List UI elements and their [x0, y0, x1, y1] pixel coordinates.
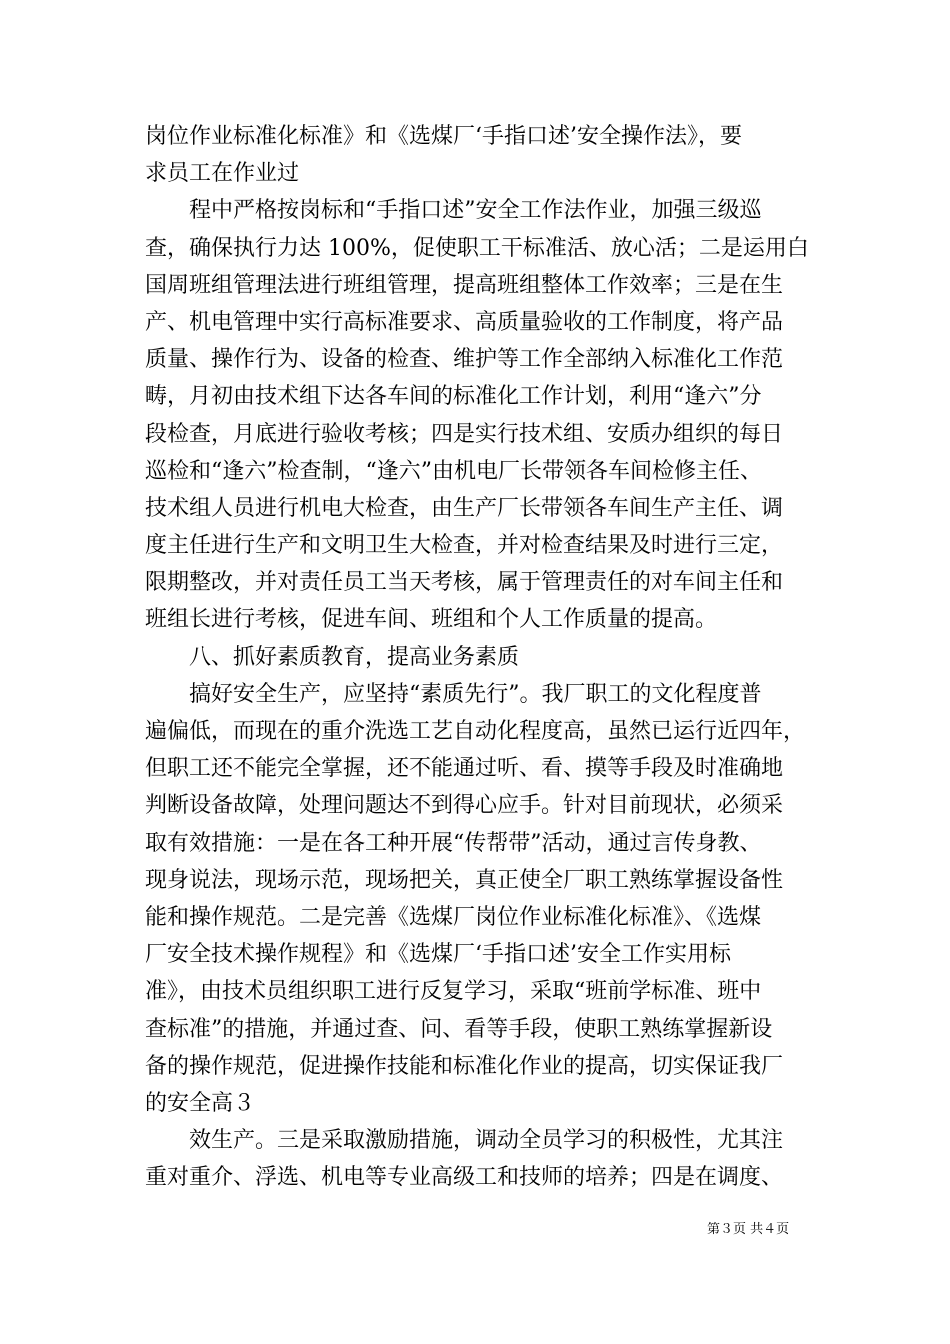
text-line: 备的操作规范，促进操作技能和标准化作业的提高，切实保证我厂	[145, 1053, 784, 1079]
text-line: 技术组人员进行机电大检查，由生产厂长带领各车间生产主任、调	[145, 495, 784, 521]
text-line: 班组长进行考核，促进车间、班组和个人工作质量的提高。	[145, 607, 718, 633]
text-line: 但职工还不能完全掌握，还不能通过听、看、摸等手段及时准确地	[145, 756, 784, 782]
text-line: 质量、操作行为、设备的检查、维护等工作全部纳入标准化工作范	[145, 347, 784, 373]
text-line: 厂安全技术操作规程》和《选煤厂‘手指口述’安全工作实用标	[145, 942, 731, 968]
text-line: 查，确保执行力达 100%，促使职工干标准活、放心活；二是运用白	[145, 235, 809, 261]
text-line: 国周班组管理法进行班组管理，提高班组整体工作效率；三是在生	[145, 272, 784, 298]
text-line: 限期整改，并对责任员工当天考核，属于管理责任的对车间主任和	[145, 570, 784, 596]
document-body	[145, 118, 825, 1196]
text-line: 度主任进行生产和文明卫生大检查，并对检查结果及时进行三定，	[145, 533, 784, 559]
page-number-footer: 第３页 共４页	[707, 1222, 790, 1237]
text-line: 求员工在作业过	[145, 161, 300, 187]
text-line: 取有效措施：一是在各工种开展“传帮带”活动，通过言传身教、	[145, 830, 762, 856]
text-line: 段检查，月底进行验收考核；四是实行技术组、安质办组织的每日	[145, 421, 784, 447]
text-line: 巡检和“逢六”检查制，“逢六”由机电厂长带领各车间检修主任、	[145, 458, 762, 484]
text-line: 遍偏低，而现在的重介洗选工艺自动化程度高，虽然已运行近四年，	[145, 719, 806, 744]
text-line: 重对重介、浮选、机电等专业高级工和技师的培养；四是在调度、	[145, 1165, 784, 1191]
text-line: 判断设备故障，处理问题达不到得心应手。针对目前现状，必须采	[145, 793, 784, 819]
text-line: 查标准”的措施，并通过查、问、看等手段，使职工熟练掌握新设	[145, 1016, 773, 1042]
text-line: 程中严格按岗标和“手指口述”安全工作法作业，加强三级巡	[145, 198, 762, 224]
text-line: 现身说法，现场示范，现场把关，真正使全厂职工熟练掌握设备性	[145, 867, 784, 893]
text-line: 能和操作规范。二是完善《选煤厂岗位作业标准化标准》、《选煤	[145, 904, 762, 930]
text-line: 搞好安全生产，应坚持“素质先行”。我厂职工的文化程度普	[145, 681, 762, 707]
text-line: 产、机电管理中实行高标准要求、高质量验收的工作制度，将产品	[145, 309, 784, 335]
section-heading: 八、抓好素质教育，提高业务素质	[145, 644, 520, 670]
text-line: 畴，月初由技术组下达各车间的标准化工作计划，利用“逢六”分	[145, 384, 762, 410]
text-line: 岗位作业标准化标准》和《选煤厂‘手指口述’安全操作法》，要	[145, 124, 742, 149]
text-line: 效生产。三是采取激励措施，调动全员学习的积极性，尤其注	[145, 1128, 784, 1154]
text-line: 的安全高３	[145, 1090, 256, 1116]
text-line: 准》，由技术员组织职工进行反复学习，采取“班前学标准、班中	[145, 979, 762, 1005]
